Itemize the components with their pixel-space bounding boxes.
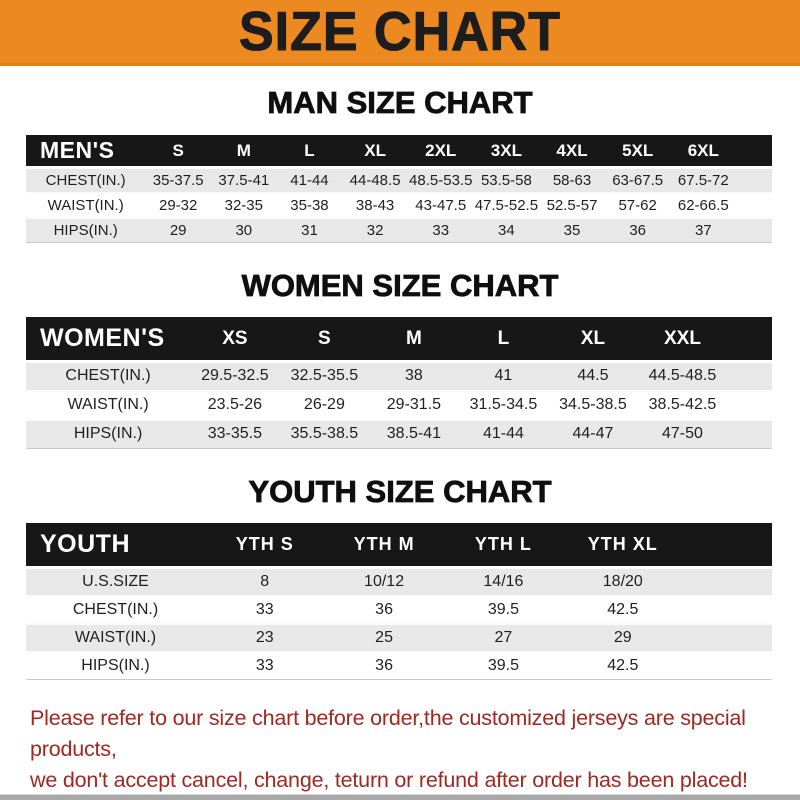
value-cell: 36 — [605, 218, 671, 243]
value-cell: 37.5-41 — [211, 168, 277, 193]
row-label: WAIST(IN.) — [26, 391, 190, 420]
value-cell: 31.5-34.5 — [459, 391, 549, 420]
value-cell: 36 — [324, 652, 443, 680]
value-cell: 35-38 — [277, 193, 343, 218]
section-heading-women: WOMEN SIZE CHART — [241, 268, 559, 303]
value-cell: 58-63 — [539, 168, 605, 193]
value-cell: 42.5 — [563, 652, 682, 680]
row-spacer — [736, 193, 772, 218]
column-header: 2XL — [408, 135, 474, 168]
row-label: CHEST(IN.) — [26, 596, 205, 624]
value-cell: 33 — [205, 596, 324, 624]
value-cell: 52.5-57 — [539, 193, 605, 218]
row-label: WAIST(IN.) — [26, 624, 205, 652]
value-cell: 34 — [474, 218, 540, 243]
youth-size-table — [26, 523, 772, 680]
column-header: 3XL — [474, 135, 540, 168]
column-header: 4XL — [539, 135, 605, 168]
table-header-label: YOUTH — [26, 523, 205, 568]
value-cell: 44.5-48.5 — [638, 362, 728, 391]
value-cell: 35-37.5 — [145, 168, 211, 193]
value-cell: 47-50 — [638, 420, 728, 449]
value-cell: 8 — [205, 568, 324, 596]
value-cell: 37 — [670, 218, 736, 243]
section-youth — [0, 474, 800, 680]
column-header: L — [277, 135, 343, 168]
men-size-table — [26, 135, 772, 243]
table-row — [26, 193, 772, 218]
value-cell: 32-35 — [211, 193, 277, 218]
section-heading-youth: YOUTH SIZE CHART — [248, 474, 552, 509]
value-cell: 31 — [277, 218, 343, 243]
value-cell: 41-44 — [459, 420, 549, 449]
table-row — [26, 168, 772, 193]
value-cell: 27 — [444, 624, 563, 652]
column-header: XL — [548, 317, 638, 362]
value-cell: 43-47.5 — [408, 193, 474, 218]
column-header: XXL — [638, 317, 728, 362]
value-cell: 44.5 — [548, 362, 638, 391]
table-row — [26, 391, 772, 420]
value-cell: 36 — [324, 596, 443, 624]
table-row — [26, 596, 772, 624]
table-row — [26, 218, 772, 243]
value-cell: 42.5 — [563, 596, 682, 624]
table-row — [26, 568, 772, 596]
column-header: YTH L — [444, 523, 563, 568]
column-header: S — [280, 317, 370, 362]
value-cell: 10/12 — [324, 568, 443, 596]
value-cell: 29 — [145, 218, 211, 243]
table-header-label: WOMEN'S — [26, 317, 190, 362]
column-header: YTH XL — [563, 523, 682, 568]
table-row — [26, 652, 772, 680]
notice-line-1: Please refer to our size chart before order,the customized jerseys are special products, — [30, 706, 746, 761]
row-label: WAIST(IN.) — [26, 193, 145, 218]
value-cell: 62-66.5 — [670, 193, 736, 218]
header-spacer — [727, 317, 772, 362]
row-spacer — [682, 652, 772, 680]
column-header: M — [369, 317, 459, 362]
value-cell: 38.5-42.5 — [638, 391, 728, 420]
value-cell: 35.5-38.5 — [280, 420, 370, 449]
table-header-label: MEN'S — [26, 135, 145, 168]
column-header: XL — [342, 135, 408, 168]
notice-line-2: we don't accept cancel, change, teturn or refund after order has been placed! — [30, 768, 748, 792]
value-cell: 44-47 — [548, 420, 638, 449]
value-cell: 47.5-52.5 — [474, 193, 540, 218]
value-cell: 18/20 — [563, 568, 682, 596]
value-cell: 25 — [324, 624, 443, 652]
row-spacer — [682, 596, 772, 624]
row-spacer — [736, 218, 772, 243]
column-header: YTH S — [205, 523, 324, 568]
value-cell: 53.5-58 — [474, 168, 540, 193]
row-label: U.S.SIZE — [26, 568, 205, 596]
value-cell: 39.5 — [444, 652, 563, 680]
header-row — [26, 317, 772, 362]
row-spacer — [727, 420, 772, 449]
value-cell: 32 — [342, 218, 408, 243]
row-spacer — [682, 624, 772, 652]
value-cell: 32.5-35.5 — [280, 362, 370, 391]
row-spacer — [736, 168, 772, 193]
row-label: HIPS(IN.) — [26, 420, 190, 449]
row-spacer — [727, 362, 772, 391]
header-row — [26, 523, 772, 568]
value-cell: 35 — [539, 218, 605, 243]
section-men — [0, 85, 800, 243]
column-header: 6XL — [670, 135, 736, 168]
row-label: HIPS(IN.) — [26, 652, 205, 680]
value-cell: 41-44 — [277, 168, 343, 193]
column-header: M — [211, 135, 277, 168]
bottom-divider — [0, 794, 800, 800]
banner — [0, 0, 800, 66]
value-cell: 44-48.5 — [342, 168, 408, 193]
row-spacer — [682, 568, 772, 596]
value-cell: 38 — [369, 362, 459, 391]
value-cell: 33 — [205, 652, 324, 680]
column-header: S — [145, 135, 211, 168]
value-cell: 30 — [211, 218, 277, 243]
header-spacer — [682, 523, 772, 568]
value-cell: 67.5-72 — [670, 168, 736, 193]
table-row — [26, 362, 772, 391]
value-cell: 23.5-26 — [190, 391, 280, 420]
column-header: XS — [190, 317, 280, 362]
value-cell: 33-35.5 — [190, 420, 280, 449]
women-size-table — [26, 317, 772, 449]
value-cell: 38-43 — [342, 193, 408, 218]
row-spacer — [727, 391, 772, 420]
value-cell: 33 — [408, 218, 474, 243]
value-cell: 29-31.5 — [369, 391, 459, 420]
value-cell: 26-29 — [280, 391, 370, 420]
row-label: CHEST(IN.) — [26, 362, 190, 391]
column-header: L — [459, 317, 549, 362]
value-cell: 38.5-41 — [369, 420, 459, 449]
table-row — [26, 420, 772, 449]
value-cell: 29-32 — [145, 193, 211, 218]
header-row — [26, 135, 772, 168]
column-header: 5XL — [605, 135, 671, 168]
value-cell: 29 — [563, 624, 682, 652]
value-cell: 57-62 — [605, 193, 671, 218]
section-women — [0, 268, 800, 449]
value-cell: 29.5-32.5 — [190, 362, 280, 391]
value-cell: 23 — [205, 624, 324, 652]
column-header: YTH M — [324, 523, 443, 568]
value-cell: 14/16 — [444, 568, 563, 596]
section-heading-men: MAN SIZE CHART — [267, 85, 533, 120]
footer-notice — [30, 703, 780, 796]
row-label: HIPS(IN.) — [26, 218, 145, 243]
table-row — [26, 624, 772, 652]
value-cell: 63-67.5 — [605, 168, 671, 193]
value-cell: 34.5-38.5 — [548, 391, 638, 420]
value-cell: 39.5 — [444, 596, 563, 624]
header-spacer — [736, 135, 772, 168]
banner-title: SIZE CHART — [239, 0, 561, 63]
row-label: CHEST(IN.) — [26, 168, 145, 193]
value-cell: 48.5-53.5 — [408, 168, 474, 193]
value-cell: 41 — [459, 362, 549, 391]
